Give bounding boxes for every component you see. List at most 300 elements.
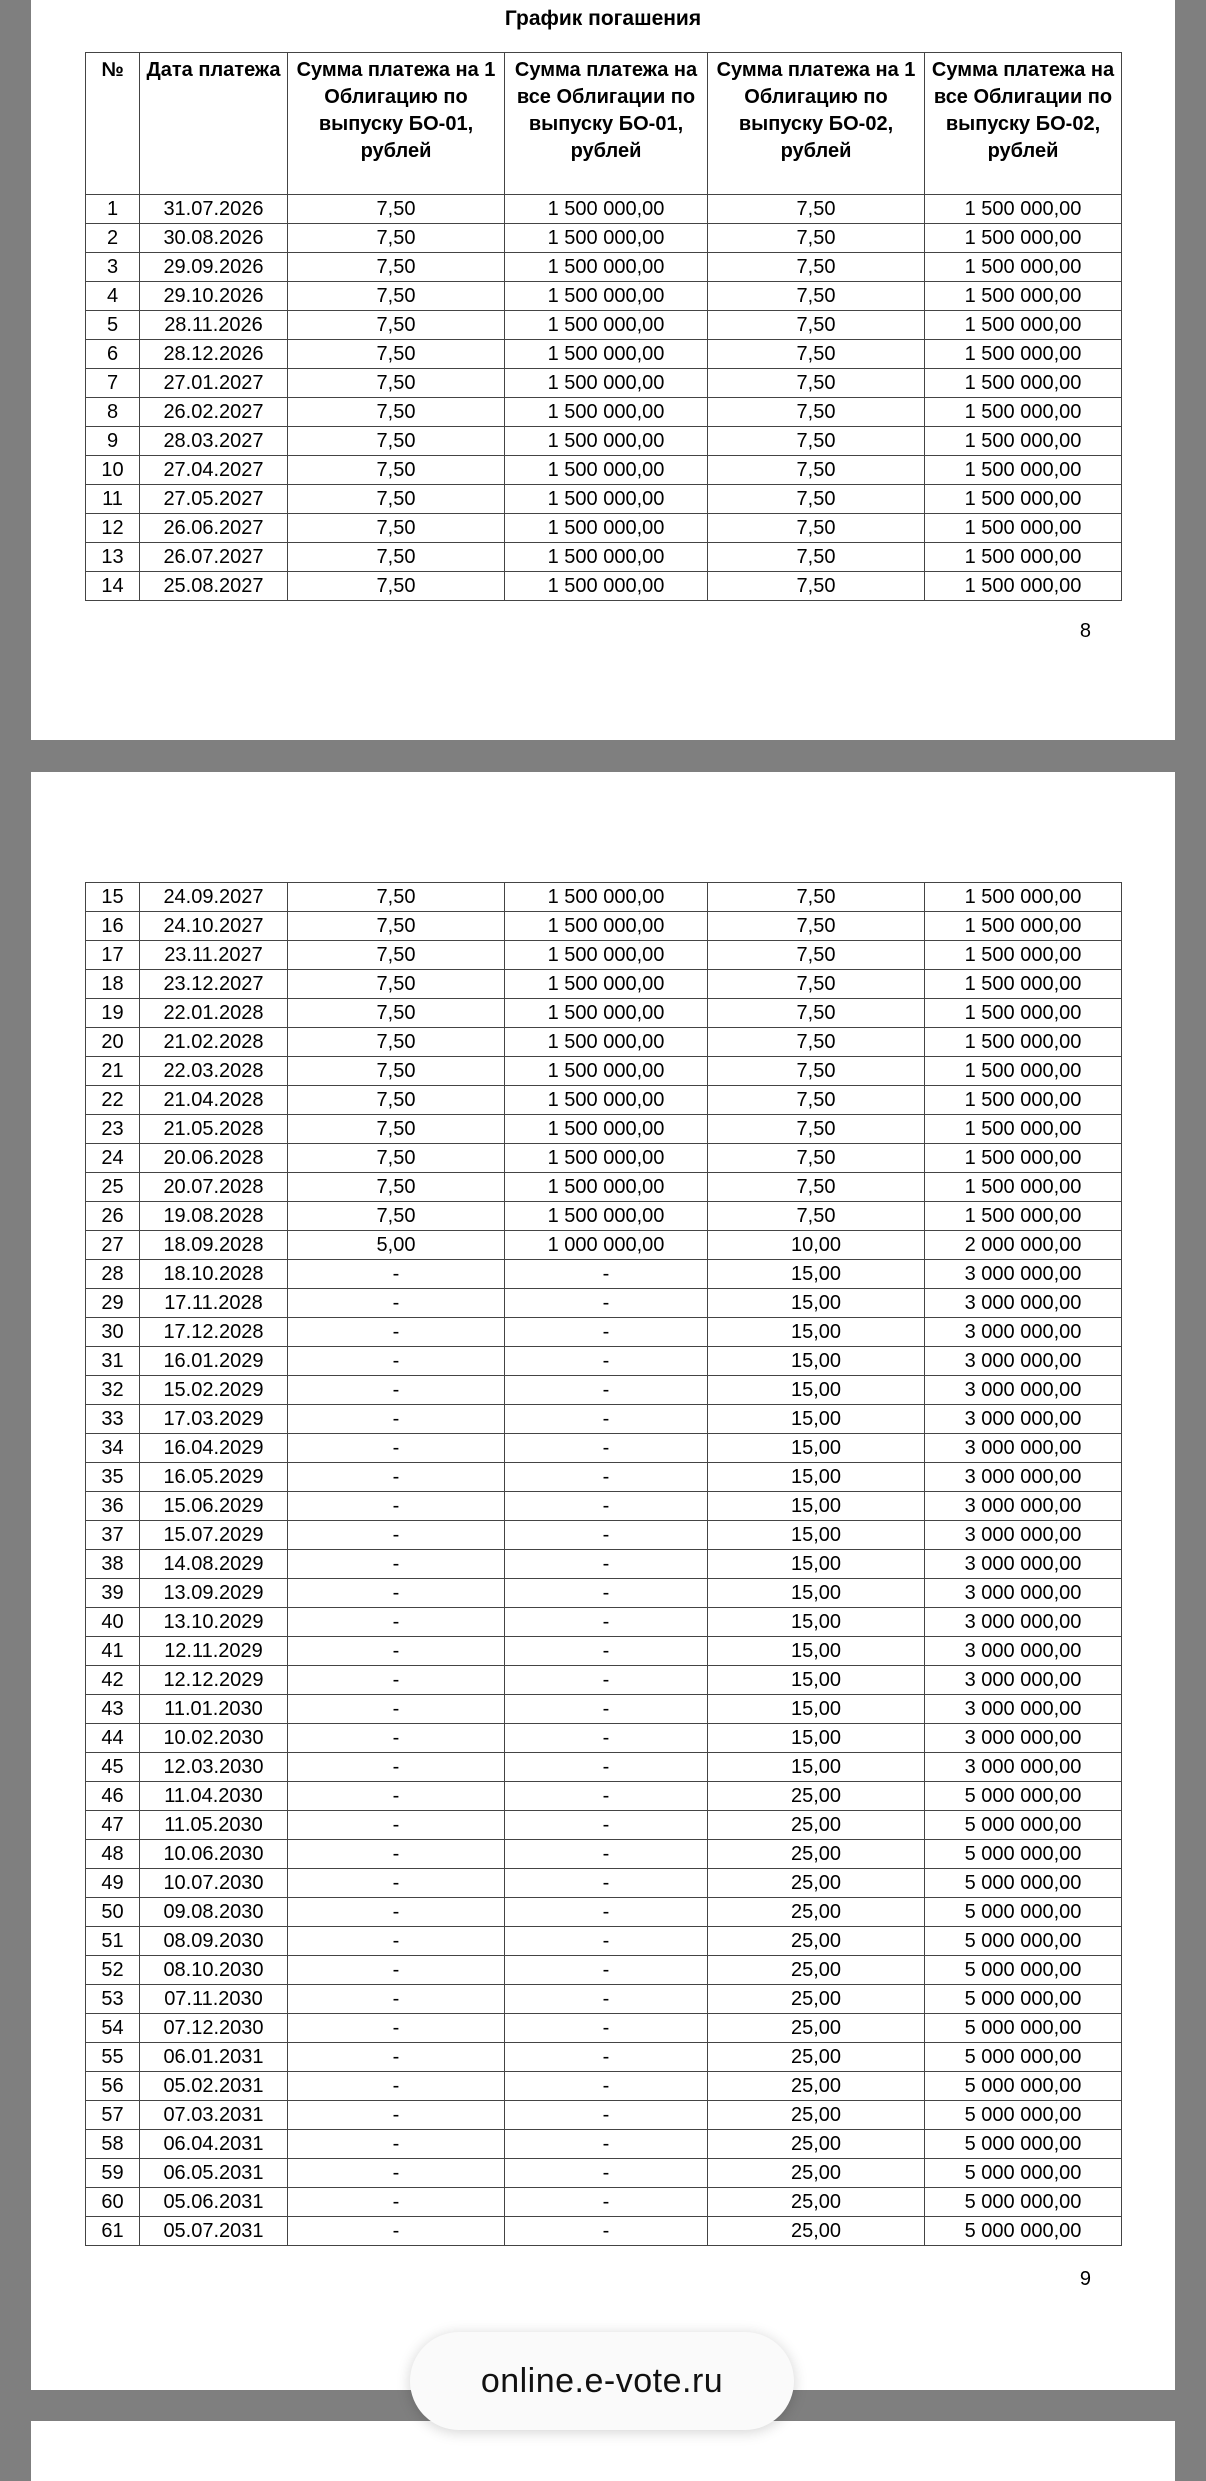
cell-bo01-per-bond: 7,50 — [288, 514, 505, 543]
cell-bo02-total: 3 000 000,00 — [925, 1318, 1122, 1347]
table-row — [86, 1405, 1122, 1434]
cell-bo02-per-bond: 15,00 — [708, 1724, 925, 1753]
cell-bo02-total: 3 000 000,00 — [925, 1521, 1122, 1550]
cell-bo02-total: 1 500 000,00 — [925, 1028, 1122, 1057]
cell-bo02-total: 3 000 000,00 — [925, 1463, 1122, 1492]
cell-bo01-per-bond: - — [288, 2188, 505, 2217]
cell-date: 29.09.2026 — [140, 253, 288, 282]
cell-bo01-per-bond: - — [288, 1753, 505, 1782]
cell-bo02-per-bond: 25,00 — [708, 1840, 925, 1869]
cell-number: 1 — [86, 195, 140, 224]
cell-bo02-total: 5 000 000,00 — [925, 2217, 1122, 2246]
cell-date: 16.04.2029 — [140, 1434, 288, 1463]
cell-bo01-total: 1 500 000,00 — [505, 1173, 708, 1202]
cell-date: 25.08.2027 — [140, 572, 288, 601]
cell-number: 38 — [86, 1550, 140, 1579]
cell-bo01-total: 1 500 000,00 — [505, 1028, 708, 1057]
cell-bo01-total: - — [505, 1579, 708, 1608]
cell-number: 32 — [86, 1376, 140, 1405]
cell-number: 55 — [86, 2043, 140, 2072]
cell-bo01-total: 1 500 000,00 — [505, 1086, 708, 1115]
cell-number: 22 — [86, 1086, 140, 1115]
cell-bo02-total: 5 000 000,00 — [925, 2043, 1122, 2072]
cell-date: 15.02.2029 — [140, 1376, 288, 1405]
cell-bo01-total: - — [505, 1318, 708, 1347]
cell-bo01-per-bond: - — [288, 1347, 505, 1376]
cell-number: 41 — [86, 1637, 140, 1666]
cell-bo01-total: - — [505, 1521, 708, 1550]
table-row — [86, 2159, 1122, 2188]
cell-bo02-per-bond: 7,50 — [708, 1115, 925, 1144]
cell-bo01-total: 1 500 000,00 — [505, 398, 708, 427]
cell-number: 19 — [86, 999, 140, 1028]
table-row — [86, 1695, 1122, 1724]
cell-bo01-per-bond: - — [288, 2014, 505, 2043]
cell-bo01-per-bond: 7,50 — [288, 1086, 505, 1115]
table-row — [86, 427, 1122, 456]
cell-date: 31.07.2026 — [140, 195, 288, 224]
cell-bo02-total: 1 500 000,00 — [925, 1086, 1122, 1115]
cell-bo01-per-bond: 7,50 — [288, 572, 505, 601]
cell-bo01-per-bond: - — [288, 1637, 505, 1666]
cell-bo02-total: 3 000 000,00 — [925, 1666, 1122, 1695]
cell-date: 15.06.2029 — [140, 1492, 288, 1521]
cell-date: 17.12.2028 — [140, 1318, 288, 1347]
cell-number: 29 — [86, 1289, 140, 1318]
cell-bo01-total: - — [505, 1840, 708, 1869]
cell-bo01-per-bond: - — [288, 1405, 505, 1434]
cell-date: 19.08.2028 — [140, 1202, 288, 1231]
cell-date: 10.02.2030 — [140, 1724, 288, 1753]
table-row — [86, 398, 1122, 427]
cell-bo02-total: 1 500 000,00 — [925, 1144, 1122, 1173]
cell-number: 48 — [86, 1840, 140, 1869]
cell-number: 3 — [86, 253, 140, 282]
cell-bo01-per-bond: 7,50 — [288, 253, 505, 282]
cell-bo01-total: 1 500 000,00 — [505, 970, 708, 999]
cell-bo01-total: - — [505, 1347, 708, 1376]
table-row — [86, 1318, 1122, 1347]
cell-bo01-per-bond: 7,50 — [288, 1144, 505, 1173]
table-row — [86, 1057, 1122, 1086]
cell-date: 06.05.2031 — [140, 2159, 288, 2188]
cell-bo02-per-bond: 7,50 — [708, 311, 925, 340]
table-row — [86, 1347, 1122, 1376]
cell-bo02-per-bond: 15,00 — [708, 1521, 925, 1550]
cell-date: 13.10.2029 — [140, 1608, 288, 1637]
cell-date: 28.11.2026 — [140, 311, 288, 340]
cell-bo02-per-bond: 7,50 — [708, 282, 925, 311]
cell-number: 54 — [86, 2014, 140, 2043]
cell-number: 35 — [86, 1463, 140, 1492]
cell-bo02-total: 1 500 000,00 — [925, 195, 1122, 224]
cell-bo02-total: 3 000 000,00 — [925, 1492, 1122, 1521]
table-row — [86, 1115, 1122, 1144]
cell-bo02-total: 5 000 000,00 — [925, 1840, 1122, 1869]
cell-date: 15.07.2029 — [140, 1521, 288, 1550]
cell-number: 21 — [86, 1057, 140, 1086]
cell-bo02-per-bond: 7,50 — [708, 999, 925, 1028]
cell-bo02-total: 3 000 000,00 — [925, 1695, 1122, 1724]
cell-date: 11.05.2030 — [140, 1811, 288, 1840]
cell-bo01-per-bond: - — [288, 1492, 505, 1521]
cell-bo02-total: 3 000 000,00 — [925, 1753, 1122, 1782]
cell-bo01-total: - — [505, 2043, 708, 2072]
cell-number: 37 — [86, 1521, 140, 1550]
cell-bo02-total: 1 500 000,00 — [925, 970, 1122, 999]
cell-date: 27.04.2027 — [140, 456, 288, 485]
cell-number: 47 — [86, 1811, 140, 1840]
table-row — [86, 1289, 1122, 1318]
cell-number: 15 — [86, 883, 140, 912]
cell-bo01-per-bond: 7,50 — [288, 224, 505, 253]
cell-number: 5 — [86, 311, 140, 340]
table-row — [86, 1144, 1122, 1173]
cell-bo01-total: - — [505, 1376, 708, 1405]
cell-bo01-per-bond: 7,50 — [288, 543, 505, 572]
cell-bo01-per-bond: - — [288, 1898, 505, 1927]
cell-date: 27.01.2027 — [140, 369, 288, 398]
cell-bo02-total: 1 500 000,00 — [925, 369, 1122, 398]
cell-number: 20 — [86, 1028, 140, 1057]
cell-bo02-per-bond: 15,00 — [708, 1376, 925, 1405]
table-row — [86, 1956, 1122, 1985]
cell-bo01-total: 1 500 000,00 — [505, 224, 708, 253]
table-row — [86, 1869, 1122, 1898]
cell-bo02-per-bond: 7,50 — [708, 514, 925, 543]
cell-bo01-total: - — [505, 2101, 708, 2130]
cell-date: 21.04.2028 — [140, 1086, 288, 1115]
cell-bo02-per-bond: 7,50 — [708, 1173, 925, 1202]
col-header-date: Дата платежа — [140, 53, 288, 195]
table-row — [86, 970, 1122, 999]
cell-bo02-per-bond: 25,00 — [708, 2014, 925, 2043]
cell-bo01-per-bond: 7,50 — [288, 485, 505, 514]
cell-date: 28.03.2027 — [140, 427, 288, 456]
table-row — [86, 1202, 1122, 1231]
table-row — [86, 1463, 1122, 1492]
cell-date: 06.04.2031 — [140, 2130, 288, 2159]
cell-bo02-per-bond: 7,50 — [708, 224, 925, 253]
table-row — [86, 2217, 1122, 2246]
cell-bo02-total: 3 000 000,00 — [925, 1347, 1122, 1376]
cell-bo01-total: 1 500 000,00 — [505, 195, 708, 224]
cell-number: 57 — [86, 2101, 140, 2130]
cell-date: 07.03.2031 — [140, 2101, 288, 2130]
cell-bo01-total: - — [505, 1753, 708, 1782]
cell-bo02-per-bond: 7,50 — [708, 912, 925, 941]
cell-bo01-total: - — [505, 1956, 708, 1985]
cell-number: 31 — [86, 1347, 140, 1376]
cell-date: 26.06.2027 — [140, 514, 288, 543]
cell-bo02-per-bond: 25,00 — [708, 2072, 925, 2101]
cell-date: 21.05.2028 — [140, 1115, 288, 1144]
cell-bo02-per-bond: 7,50 — [708, 253, 925, 282]
cell-date: 18.10.2028 — [140, 1260, 288, 1289]
table-row — [86, 2072, 1122, 2101]
table-row — [86, 1550, 1122, 1579]
cell-number: 7 — [86, 369, 140, 398]
cell-bo01-per-bond: - — [288, 2101, 505, 2130]
cell-bo02-total: 5 000 000,00 — [925, 1811, 1122, 1840]
cell-date: 16.01.2029 — [140, 1347, 288, 1376]
table-row — [86, 883, 1122, 912]
cell-number: 51 — [86, 1927, 140, 1956]
cell-bo02-total: 3 000 000,00 — [925, 1724, 1122, 1753]
cell-bo01-per-bond: - — [288, 2043, 505, 2072]
table-row — [86, 1579, 1122, 1608]
cell-bo01-total: 1 500 000,00 — [505, 282, 708, 311]
cell-bo01-total: - — [505, 2159, 708, 2188]
cell-bo01-total: - — [505, 1463, 708, 1492]
cell-bo02-per-bond: 15,00 — [708, 1637, 925, 1666]
document-page-next — [31, 2421, 1175, 2481]
table-row — [86, 543, 1122, 572]
cell-bo02-per-bond: 25,00 — [708, 2159, 925, 2188]
cell-bo01-per-bond: - — [288, 1782, 505, 1811]
cell-bo01-total: 1 500 000,00 — [505, 1144, 708, 1173]
cell-bo02-per-bond: 25,00 — [708, 1927, 925, 1956]
cell-bo01-total: - — [505, 1666, 708, 1695]
cell-bo01-per-bond: 7,50 — [288, 195, 505, 224]
cell-bo01-per-bond: - — [288, 2130, 505, 2159]
cell-bo02-total: 1 500 000,00 — [925, 485, 1122, 514]
cell-number: 9 — [86, 427, 140, 456]
cell-bo01-total: - — [505, 1637, 708, 1666]
cell-bo02-total: 3 000 000,00 — [925, 1637, 1122, 1666]
cell-bo01-total: 1 500 000,00 — [505, 340, 708, 369]
cell-bo02-total: 1 500 000,00 — [925, 941, 1122, 970]
cell-number: 39 — [86, 1579, 140, 1608]
cell-bo02-per-bond: 10,00 — [708, 1231, 925, 1260]
col-header-bo01-total: Сумма платежа на все Облигации по выпуску БО-01, рублей — [505, 53, 708, 195]
cell-number: 44 — [86, 1724, 140, 1753]
cell-bo01-total: - — [505, 1405, 708, 1434]
cell-bo02-per-bond: 25,00 — [708, 2043, 925, 2072]
cell-number: 26 — [86, 1202, 140, 1231]
table-row — [86, 2101, 1122, 2130]
table-row — [86, 514, 1122, 543]
cell-bo01-per-bond: 5,00 — [288, 1231, 505, 1260]
cell-date: 10.06.2030 — [140, 1840, 288, 1869]
cell-number: 45 — [86, 1753, 140, 1782]
cell-bo01-total: 1 000 000,00 — [505, 1231, 708, 1260]
cell-number: 14 — [86, 572, 140, 601]
table-row — [86, 1492, 1122, 1521]
cell-number: 34 — [86, 1434, 140, 1463]
table-row — [86, 1028, 1122, 1057]
cell-bo01-per-bond: 7,50 — [288, 1202, 505, 1231]
table-row — [86, 340, 1122, 369]
table-row — [86, 253, 1122, 282]
table-row — [86, 485, 1122, 514]
cell-bo01-per-bond: 7,50 — [288, 912, 505, 941]
cell-bo01-total: - — [505, 1898, 708, 1927]
col-header-bo02-per-bond: Сумма платежа на 1 Облигацию по выпуску БО-02, рублей — [708, 53, 925, 195]
cell-bo01-per-bond: - — [288, 1695, 505, 1724]
cell-bo01-total: - — [505, 2072, 708, 2101]
table-row — [86, 1985, 1122, 2014]
cell-number: 60 — [86, 2188, 140, 2217]
cell-bo02-per-bond: 25,00 — [708, 1811, 925, 1840]
cell-bo01-total: - — [505, 2014, 708, 2043]
cell-bo01-per-bond: - — [288, 1927, 505, 1956]
cell-bo02-total: 1 500 000,00 — [925, 253, 1122, 282]
col-header-number: № — [86, 53, 140, 195]
cell-date: 05.06.2031 — [140, 2188, 288, 2217]
cell-bo01-total: 1 500 000,00 — [505, 1202, 708, 1231]
cell-bo01-per-bond: 7,50 — [288, 941, 505, 970]
cell-date: 11.04.2030 — [140, 1782, 288, 1811]
cell-date: 17.03.2029 — [140, 1405, 288, 1434]
cell-bo02-total: 3 000 000,00 — [925, 1434, 1122, 1463]
cell-number: 28 — [86, 1260, 140, 1289]
document-page-9 — [31, 772, 1175, 2390]
cell-bo01-total: - — [505, 1434, 708, 1463]
cell-number: 58 — [86, 2130, 140, 2159]
cell-bo02-total: 3 000 000,00 — [925, 1579, 1122, 1608]
schedule-table-part-1 — [85, 52, 1122, 601]
cell-bo01-per-bond: - — [288, 2159, 505, 2188]
table-row — [86, 1898, 1122, 1927]
table-row — [86, 999, 1122, 1028]
cell-bo02-per-bond: 15,00 — [708, 1260, 925, 1289]
cell-bo01-per-bond: 7,50 — [288, 282, 505, 311]
cell-number: 23 — [86, 1115, 140, 1144]
col-header-bo01-per-bond: Сумма платежа на 1 Облигацию по выпуску БО-01, рублей — [288, 53, 505, 195]
cell-bo02-total: 3 000 000,00 — [925, 1608, 1122, 1637]
cell-bo02-per-bond: 7,50 — [708, 1144, 925, 1173]
cell-bo01-per-bond: 7,50 — [288, 1115, 505, 1144]
cell-bo01-total: - — [505, 1550, 708, 1579]
cell-bo01-per-bond: - — [288, 1724, 505, 1753]
cell-bo02-per-bond: 7,50 — [708, 456, 925, 485]
cell-date: 29.10.2026 — [140, 282, 288, 311]
cell-bo01-per-bond: - — [288, 1521, 505, 1550]
table-row — [86, 1927, 1122, 1956]
cell-bo02-total: 5 000 000,00 — [925, 1782, 1122, 1811]
cell-bo01-per-bond: - — [288, 1318, 505, 1347]
table-row — [86, 311, 1122, 340]
cell-bo01-per-bond: 7,50 — [288, 398, 505, 427]
cell-bo01-total: - — [505, 1608, 708, 1637]
cell-date: 13.09.2029 — [140, 1579, 288, 1608]
cell-bo01-per-bond: 7,50 — [288, 369, 505, 398]
cell-date: 20.06.2028 — [140, 1144, 288, 1173]
cell-bo02-per-bond: 7,50 — [708, 970, 925, 999]
cell-bo02-total: 3 000 000,00 — [925, 1376, 1122, 1405]
table-row — [86, 282, 1122, 311]
cell-number: 42 — [86, 1666, 140, 1695]
cell-bo01-per-bond: 7,50 — [288, 1173, 505, 1202]
cell-date: 07.12.2030 — [140, 2014, 288, 2043]
table-row — [86, 224, 1122, 253]
table-row — [86, 2043, 1122, 2072]
cell-number: 30 — [86, 1318, 140, 1347]
cell-date: 22.03.2028 — [140, 1057, 288, 1086]
cell-bo02-total: 1 500 000,00 — [925, 398, 1122, 427]
table-row — [86, 1434, 1122, 1463]
cell-date: 14.08.2029 — [140, 1550, 288, 1579]
cell-bo01-total: - — [505, 1985, 708, 2014]
cell-date: 06.01.2031 — [140, 2043, 288, 2072]
cell-bo02-total: 5 000 000,00 — [925, 1927, 1122, 1956]
cell-bo01-total: 1 500 000,00 — [505, 912, 708, 941]
cell-bo02-total: 1 500 000,00 — [925, 340, 1122, 369]
cell-bo02-per-bond: 7,50 — [708, 1028, 925, 1057]
cell-number: 25 — [86, 1173, 140, 1202]
cell-bo01-total: 1 500 000,00 — [505, 941, 708, 970]
cell-bo02-total: 5 000 000,00 — [925, 1898, 1122, 1927]
cell-bo02-total: 5 000 000,00 — [925, 2130, 1122, 2159]
cell-date: 12.03.2030 — [140, 1753, 288, 1782]
table-row — [86, 1753, 1122, 1782]
cell-bo01-total: 1 500 000,00 — [505, 572, 708, 601]
table-row — [86, 941, 1122, 970]
cell-bo02-per-bond: 7,50 — [708, 941, 925, 970]
cell-bo01-total: 1 500 000,00 — [505, 999, 708, 1028]
cell-bo01-per-bond: - — [288, 1840, 505, 1869]
cell-date: 08.10.2030 — [140, 1956, 288, 1985]
cell-number: 12 — [86, 514, 140, 543]
cell-bo02-per-bond: 25,00 — [708, 1898, 925, 1927]
cell-bo01-per-bond: - — [288, 1985, 505, 2014]
cell-bo02-total: 1 500 000,00 — [925, 224, 1122, 253]
table-body-page-9 — [86, 883, 1122, 2246]
cell-bo02-per-bond: 25,00 — [708, 2130, 925, 2159]
cell-date: 18.09.2028 — [140, 1231, 288, 1260]
cell-bo01-total: - — [505, 1869, 708, 1898]
cell-bo02-total: 3 000 000,00 — [925, 1289, 1122, 1318]
cell-bo02-total: 5 000 000,00 — [925, 1869, 1122, 1898]
table-row — [86, 1086, 1122, 1115]
cell-bo01-total: 1 500 000,00 — [505, 514, 708, 543]
document-title: График погашения — [504, 7, 702, 30]
cell-bo01-per-bond: - — [288, 1434, 505, 1463]
cell-number: 46 — [86, 1782, 140, 1811]
table-row — [86, 1811, 1122, 1840]
cell-number: 11 — [86, 485, 140, 514]
cell-date: 08.09.2030 — [140, 1927, 288, 1956]
cell-bo01-per-bond: 7,50 — [288, 883, 505, 912]
cell-bo02-per-bond: 7,50 — [708, 195, 925, 224]
cell-number: 10 — [86, 456, 140, 485]
cell-number: 27 — [86, 1231, 140, 1260]
cell-bo01-total: 1 500 000,00 — [505, 311, 708, 340]
site-watermark-pill[interactable] — [410, 2332, 794, 2430]
cell-date: 24.10.2027 — [140, 912, 288, 941]
cell-bo02-per-bond: 15,00 — [708, 1434, 925, 1463]
cell-bo01-per-bond: - — [288, 1376, 505, 1405]
cell-bo02-per-bond: 7,50 — [708, 1086, 925, 1115]
cell-bo01-total: - — [505, 2130, 708, 2159]
cell-date: 23.12.2027 — [140, 970, 288, 999]
table-row — [86, 1260, 1122, 1289]
cell-date: 20.07.2028 — [140, 1173, 288, 1202]
cell-bo02-per-bond: 25,00 — [708, 2217, 925, 2246]
cell-number: 13 — [86, 543, 140, 572]
cell-number: 33 — [86, 1405, 140, 1434]
cell-bo01-per-bond: - — [288, 1289, 505, 1318]
cell-bo01-total: - — [505, 1724, 708, 1753]
cell-bo01-total: 1 500 000,00 — [505, 485, 708, 514]
cell-bo02-per-bond: 7,50 — [708, 427, 925, 456]
cell-bo01-per-bond: 7,50 — [288, 456, 505, 485]
cell-bo02-per-bond: 15,00 — [708, 1608, 925, 1637]
cell-bo02-total: 5 000 000,00 — [925, 2188, 1122, 2217]
cell-bo02-per-bond: 7,50 — [708, 369, 925, 398]
table-row — [86, 2188, 1122, 2217]
